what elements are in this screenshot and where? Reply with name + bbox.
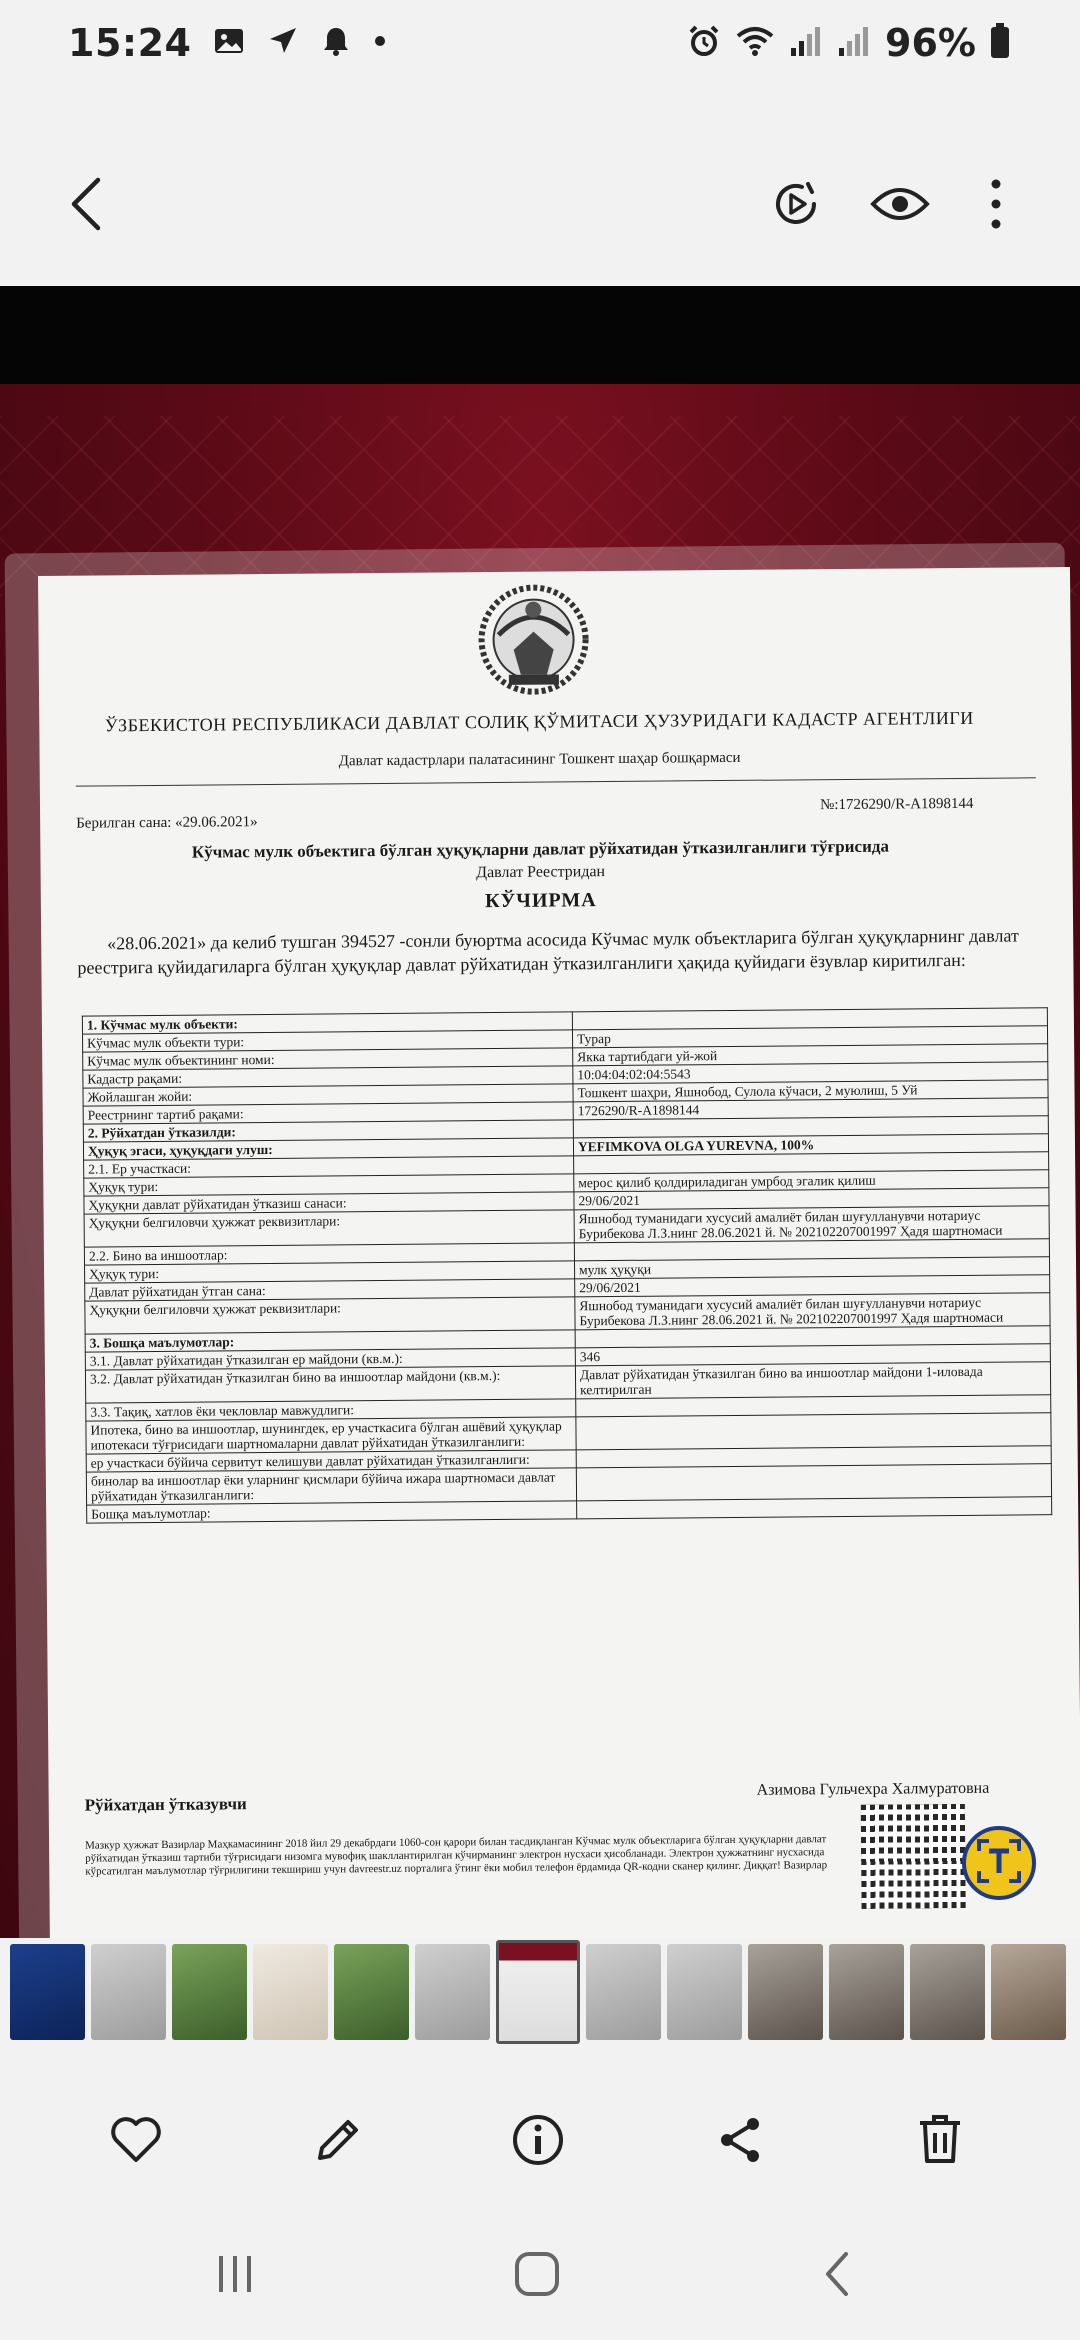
row-label: 3.2. Давлат рўйхатидан ўтказилган бино ва иншоотлар майдони (кв.м.): (85, 1366, 575, 1403)
row-label: Ҳуқуқ тури: (85, 1261, 575, 1283)
thumbnail-house[interactable] (910, 1944, 985, 2040)
delete-button[interactable] (902, 2104, 978, 2180)
row-label: Ҳуқуқ тури: (84, 1174, 574, 1196)
row-label: 1. Кўчмас мулк объекти: (82, 1012, 572, 1034)
row-label: Ипотека, бино ва иншоотлар, шунингдек, ер участкасига бўлган ашёвий ҳуқуқлар ипотекаси тўғрисидаги шартномаларни давлат рўйхатидан ўтказилганлиги: (86, 1417, 576, 1454)
home-icon (513, 2250, 561, 2303)
signal-icon-2 (837, 24, 871, 63)
thumbnail-garden[interactable] (172, 1944, 247, 2040)
row-label: 3. Бошқа маълумотлар: (85, 1330, 575, 1352)
thumbnail-document[interactable] (91, 1944, 166, 2040)
bell-icon (321, 25, 351, 62)
divider (76, 777, 1036, 786)
document-number: №:1726290/R-A1898144 (819, 795, 974, 814)
text-extract-button[interactable] (962, 1826, 1036, 1900)
row-value (577, 1497, 1052, 1519)
row-label: 2. Рўйхатдан ўтказилди: (83, 1120, 573, 1142)
eye-icon (870, 182, 930, 231)
share-button[interactable] (702, 2104, 778, 2180)
row-label: Бошқа маълумотлар: (87, 1501, 577, 1523)
recents-button[interactable] (200, 2246, 270, 2306)
row-value: Давлат рўйхатидан ўтказилган бино ва иншоотлар майдони 1-иловада келтирилган (575, 1362, 1050, 1399)
edit-button[interactable] (300, 2104, 376, 2180)
view-button[interactable] (862, 168, 938, 244)
row-label: Ҳуқуқ эгаси, ҳуқуқдаги улуш: (83, 1138, 573, 1160)
row-label: Давлат рўйхатидан ўтган сана: (85, 1279, 575, 1301)
info-icon (511, 2113, 565, 2172)
dot-icon (373, 34, 387, 53)
more-vert-icon (990, 178, 1002, 235)
system-back-icon (820, 2250, 854, 2303)
recents-icon (215, 2252, 255, 2301)
row-value: Тошкент шаҳри, Яшнобод, Сулола кўчаси, 2 муюлиш, 5 Уй (573, 1080, 1048, 1102)
thumbnail-house[interactable] (748, 1944, 823, 2040)
back-button[interactable] (48, 168, 124, 244)
row-value: Якка тартибдаги уй-жой (573, 1044, 1048, 1066)
document-intro: «28.06.2021» да келиб тушган 394527 -сонли буюртма асосида Кўчмас мулк объектларига бўлган ҳуқуқларнинг давлат реестрига қуйидагиларга бўлган ҳуқуқлар давлат рўйхатидан ўтказилганлиги ҳақида қуйидаги ёзувлар киритилган: (77, 925, 1019, 978)
row-label: Кадастр рақами: (83, 1066, 573, 1088)
system-navigation-bar (0, 2236, 1080, 2316)
row-value (576, 1464, 1051, 1501)
row-label: 3.3. Тақиқ, хатлов ёки чекловлар мавжудлиги: (86, 1399, 576, 1421)
department-title: Давлат кадастрлари палатасининг Тошкент шаҳар бошқармаси (338, 749, 741, 770)
row-label: Жойлашган жойи: (83, 1084, 573, 1106)
row-value: 1726290/R-A1898144 (573, 1098, 1048, 1120)
row-label: Кўчмас мулк объекти тури: (82, 1030, 572, 1052)
row-label: 2.1. Ер участкаси: (84, 1156, 574, 1178)
bottom-action-bar (0, 2092, 1080, 2192)
status-bar (0, 0, 1080, 86)
photo-background-top (0, 286, 1080, 386)
alarm-icon (687, 24, 721, 63)
trash-icon (916, 2113, 964, 2172)
row-label: Ҳуқуқни белгиловчи ҳужжат реквизитлари: (85, 1297, 575, 1334)
document-footer: Мазкур ҳужжат Вазирлар Маҳкамасининг 2018 йил 29 декабрдаги 1060-сон қарори билан тасдиқланган Кўчмас мулк объектларига бўлган ҳуқуқларни давлат рўйхатидан ўтказиш тартиби тўғрисидаги низомга мувофиқ шакллантирилган кўчирманинг электрон нусхаси ҳисобланади. Электрон ҳужжатнинг нусхасида кўрсатилган маълумотлар тўғрилигини текшириш учун davreestr.uz порталига ўтинг ёки мобил телефон ёрдамида QR-кодни сканер қилинг. Диққат! Вазирлар (85, 1833, 828, 1878)
registrar-label: Рўйхатдан ўтказувчи (84, 1794, 247, 1815)
motion-photo-icon (768, 176, 824, 237)
signal-icon (789, 24, 823, 63)
thumbnail-document[interactable] (586, 1944, 661, 2040)
battery-icon (990, 23, 1010, 64)
motion-photo-button[interactable] (758, 168, 834, 244)
pencil-icon (312, 2114, 364, 2171)
registrar-name: Азимова Гульчехра Халмуратовна (756, 1779, 990, 1799)
issued-date: Берилган сана: «29.06.2021» (76, 814, 258, 832)
home-button[interactable] (502, 2246, 572, 2306)
favorite-button[interactable] (98, 2104, 174, 2180)
details-button[interactable] (500, 2104, 576, 2180)
row-value: Турар (572, 1026, 1047, 1048)
heart-icon (110, 2116, 162, 2169)
more-options-button[interactable] (958, 168, 1034, 244)
row-label: Кўчмас мулк объектининг номи: (83, 1048, 573, 1070)
row-value: Яшнобод туманидаги хусусий амалиёт билан шуғулланувчи нотариус Бурибекова Л.З.нинг 28.06.2021 й. № 202102207001997 Ҳадя шартномаси (575, 1293, 1050, 1330)
row-value: Яшнобод туманидаги хусусий амалиёт билан шуғулланувчи нотариус Бурибекова Л.З.нинг 28.06.2021 й. № 202102207001997 Ҳадя шартномаси (574, 1206, 1049, 1243)
thumbnail-document-selected[interactable] (496, 1940, 580, 2044)
row-value: YEFIMKOVA OLGA YUREVNA, 100% (573, 1134, 1048, 1156)
row-value: 10:04:04:02:04:5543 (573, 1062, 1048, 1084)
thumbnail-document[interactable] (415, 1944, 490, 2040)
thumbnail-screenshot[interactable] (10, 1944, 85, 2040)
location-arrow-icon (267, 25, 299, 62)
system-back-button[interactable] (802, 2246, 872, 2306)
row-label: Ҳуқуқни белгиловчи ҳужжат реквизитлари: (84, 1210, 574, 1247)
row-value: 29/06/2021 (574, 1188, 1049, 1210)
registry-table (82, 1007, 1052, 1523)
row-label: бинолар ва иншоотлар ёки уларнинг қисмлари бўйича ижара шартномаси давлат рўйхатидан ўтказилганлиги: (86, 1468, 576, 1505)
gallery-icon (213, 25, 245, 62)
row-value: 346 (575, 1344, 1050, 1366)
qr-code (861, 1804, 966, 1909)
thumbnail-garden[interactable] (334, 1944, 409, 2040)
row-value: мерос қилиб қолдириладиган умрбод эгалик қилиш (574, 1170, 1049, 1192)
state-emblem (468, 579, 599, 700)
text-extract-icon (975, 1837, 1023, 1890)
row-value: мулк ҳуқуқи (574, 1257, 1049, 1279)
top-app-bar (0, 150, 1080, 260)
row-label: 3.1. Давлат рўйхатидан ўтказилган ер майдони (кв.м.): (85, 1348, 575, 1370)
document-type: КЎЧИРМА (484, 889, 597, 913)
agency-title: ЎЗБЕКИСТОН РЕСПУБЛИКАСИ ДАВЛАТ СОЛИҚ ҚЎМИТАСИ ҲУЗУРИДАГИ КАДАСТР АГЕНТЛИГИ (104, 707, 974, 736)
battery-percent: 96% (885, 21, 976, 65)
row-value: 29/06/2021 (575, 1275, 1050, 1297)
row-label: Реестрнинг тартиб рақами: (83, 1102, 573, 1124)
status-time: 15:24 (68, 21, 192, 65)
thumbnail-filmstrip[interactable] (0, 1944, 1080, 2054)
photo-viewer[interactable] (0, 286, 1080, 1938)
share-icon (715, 2114, 765, 2171)
back-arrow-icon (66, 176, 106, 237)
document-heading: Кўчмас мулк объектига бўлган ҳуқуқларни давлат рўйхатидан ўтказилганлиги тўғрисида (191, 836, 890, 862)
wifi-icon (735, 24, 775, 63)
document-subheading: Давлат Реестридан (476, 863, 606, 882)
thumbnail-tree[interactable] (991, 1944, 1066, 2040)
row-value (576, 1413, 1051, 1450)
document-photo (38, 567, 1080, 1938)
row-label: ер участкаси бўйича сервитут келишуви давлат рўйхатидан ўтказилганлиги: (86, 1450, 576, 1472)
row-label: 2.2. Бино ва иншоотлар: (84, 1243, 574, 1265)
thumbnail-document[interactable] (667, 1944, 742, 2040)
thumbnail-house[interactable] (829, 1944, 904, 2040)
row-label: Ҳуқуқни давлат рўйхатидан ўтказиш санаси: (84, 1192, 574, 1214)
thumbnail-floorplan[interactable] (253, 1944, 328, 2040)
